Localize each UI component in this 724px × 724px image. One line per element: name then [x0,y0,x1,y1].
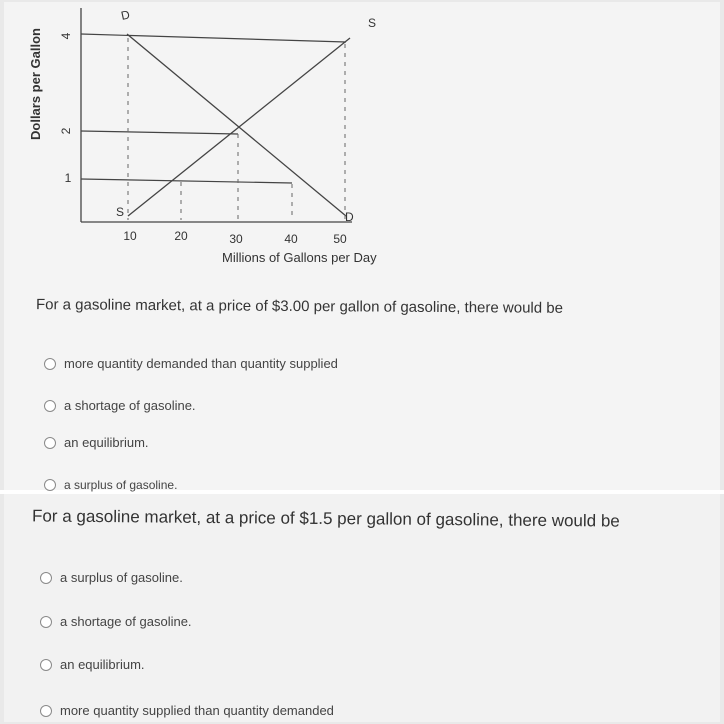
q1-option-more-demanded[interactable] [44,356,338,371]
radio-button[interactable] [40,705,52,717]
radio-button[interactable] [40,616,52,628]
q1-option-equilibrium[interactable] [44,435,149,450]
radio-button[interactable] [44,479,56,491]
x-tick-30: 30 [229,232,243,246]
option-label: a surplus of gasoline. [64,478,178,492]
price-line-4 [81,34,346,42]
x-axis-label: Millions of Gallons per Day [222,250,377,265]
y-tick-2: 2 [59,127,73,135]
x-tick-10: 10 [123,229,137,243]
question-2-text: For a gasoline market, at a price of $1.5 per gallon of gasoline, there would be [31,506,620,531]
y-axis-label: Dollars per Gallon [28,28,43,140]
radio-button[interactable] [44,358,56,370]
q1-option-shortage[interactable] [44,398,196,413]
radio-button[interactable] [44,437,56,449]
q2-option-surplus[interactable] [40,570,183,585]
supply-label-top: S [368,16,377,30]
option-label: an equilibrium. [60,657,145,672]
x-tick-50: 50 [333,232,347,246]
price-line-2 [81,131,238,134]
option-label: a surplus of gasoline. [60,570,183,585]
demand-label-bottom: D [345,210,354,224]
q2-option-more-supplied[interactable] [40,703,334,718]
option-label: an equilibrium. [64,435,149,450]
y-tick-1: 1 [64,171,72,185]
option-label: a shortage of gasoline. [64,398,196,413]
radio-button[interactable] [40,659,52,671]
q2-option-shortage[interactable] [40,614,192,629]
supply-curve [128,38,350,216]
radio-button[interactable] [44,400,56,412]
radio-button[interactable] [40,572,52,584]
demand-label-top: D [119,7,132,23]
option-label: more quantity demanded than quantity supplied [64,356,338,371]
price-line-1 [81,179,292,183]
x-tick-20: 20 [174,229,188,243]
supply-label-bottom: S [116,205,125,219]
option-label: more quantity supplied than quantity demanded [60,703,334,718]
question-1-text: For a gasoline market, at a price of $3.00 per gallon of gasoline, there would be [35,296,564,317]
x-tick-40: 40 [284,232,298,246]
demand-curve [127,34,346,216]
option-label: a shortage of gasoline. [60,614,192,629]
q1-option-surplus[interactable] [44,478,177,492]
y-tick-4: 4 [59,32,73,40]
q2-option-equilibrium[interactable] [40,657,145,672]
